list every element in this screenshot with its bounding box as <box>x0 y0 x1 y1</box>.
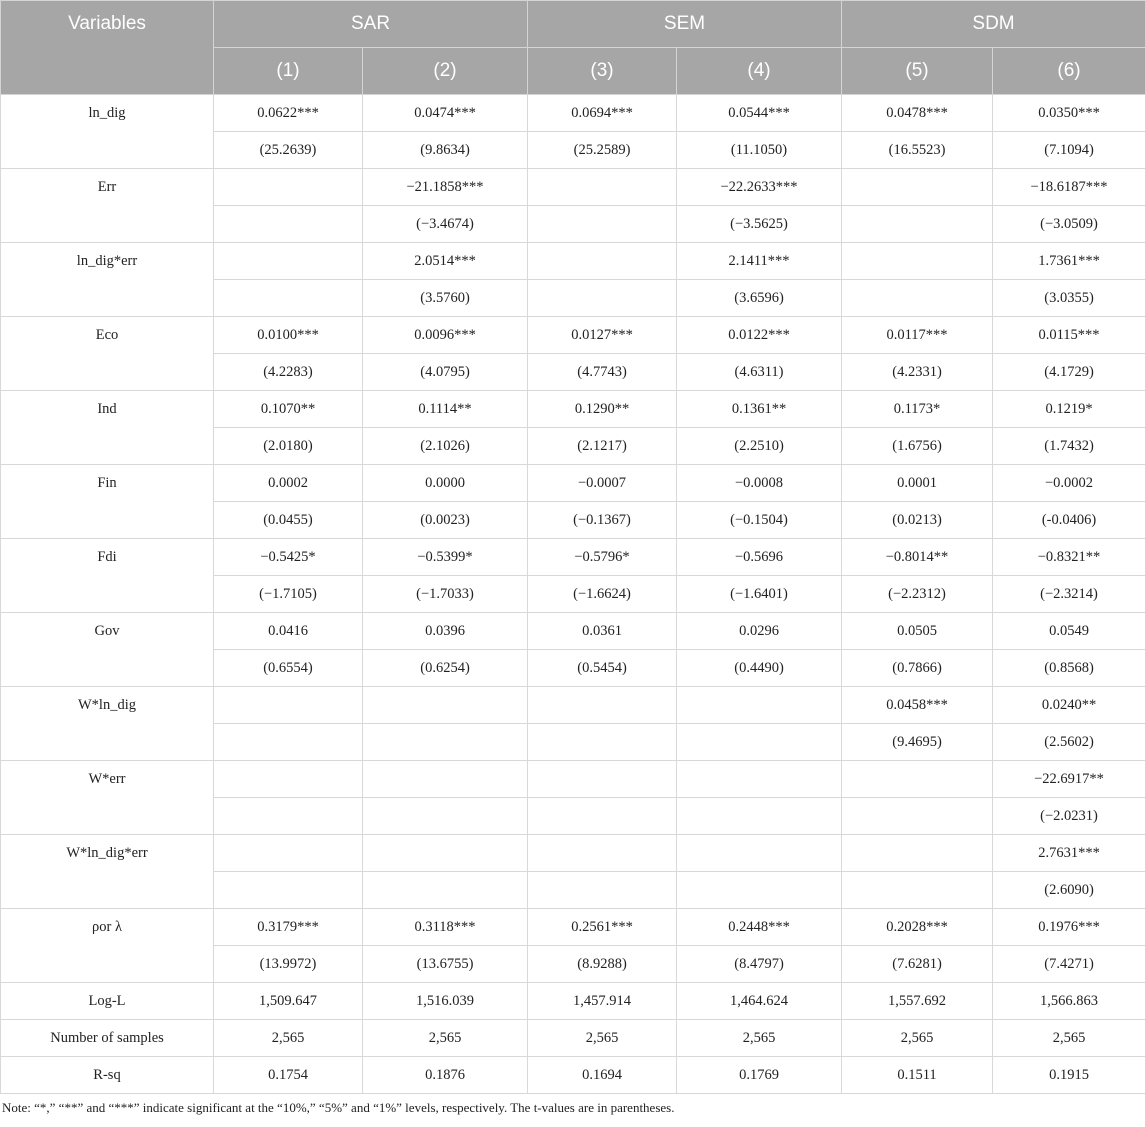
t-value-cell: (25.2639) <box>214 132 363 169</box>
column-header-5: (5) <box>842 48 993 95</box>
t-value-cell <box>528 872 677 909</box>
coefficient-cell <box>677 835 842 872</box>
coefficient-cell: 0.1290** <box>528 391 677 428</box>
t-value-cell: (3.6596) <box>677 280 842 317</box>
t-value-cell <box>214 206 363 243</box>
coefficient-cell <box>363 761 528 798</box>
coefficient-cell <box>842 169 993 206</box>
statistic-value: 1,509.647 <box>214 983 363 1020</box>
variable-name: ρor λ <box>1 909 214 983</box>
group-header-sem: SEM <box>528 1 842 48</box>
coefficient-cell: 2.7631*** <box>993 835 1145 872</box>
coefficient-cell: 0.3179*** <box>214 909 363 946</box>
statistic-value: 0.1876 <box>363 1057 528 1094</box>
t-value-cell: (−2.3214) <box>993 576 1145 613</box>
t-value-cell <box>842 872 993 909</box>
coefficient-cell: 0.0100*** <box>214 317 363 354</box>
t-value-cell: (9.8634) <box>363 132 528 169</box>
t-value-cell: (1.6756) <box>842 428 993 465</box>
t-value-cell <box>528 798 677 835</box>
variable-name: Err <box>1 169 214 243</box>
table-row-stat <box>1 1057 1145 1094</box>
statistic-name: R-sq <box>1 1057 214 1094</box>
statistic-value: 0.1915 <box>993 1057 1145 1094</box>
group-header-sdm: SDM <box>842 1 1145 48</box>
t-value-cell: (13.6755) <box>363 946 528 983</box>
table-row-coef <box>1 317 1145 354</box>
coefficient-cell: 0.0694*** <box>528 95 677 132</box>
t-value-cell: (4.0795) <box>363 354 528 391</box>
coefficient-cell: 0.0474*** <box>363 95 528 132</box>
t-value-cell: (−1.6624) <box>528 576 677 613</box>
coefficient-cell: 0.0115*** <box>993 317 1145 354</box>
coefficient-cell: −0.8014** <box>842 539 993 576</box>
t-value-cell: (2.2510) <box>677 428 842 465</box>
coefficient-cell: 0.1976*** <box>993 909 1145 946</box>
t-value-cell: (4.7743) <box>528 354 677 391</box>
coefficient-cell <box>528 169 677 206</box>
coefficient-cell: −0.0002 <box>993 465 1145 502</box>
coefficient-cell: −18.6187*** <box>993 169 1145 206</box>
coefficient-cell: 0.0240** <box>993 687 1145 724</box>
coefficient-cell: −0.8321** <box>993 539 1145 576</box>
t-value-cell <box>677 724 842 761</box>
coefficient-cell: −0.5696 <box>677 539 842 576</box>
table-row-coef <box>1 539 1145 576</box>
coefficient-cell <box>214 687 363 724</box>
coefficient-cell: 0.0296 <box>677 613 842 650</box>
table-row-coef <box>1 613 1145 650</box>
t-value-cell: (0.6254) <box>363 650 528 687</box>
t-value-cell: (1.7432) <box>993 428 1145 465</box>
coefficient-cell: 0.0416 <box>214 613 363 650</box>
statistic-value: 2,565 <box>363 1020 528 1057</box>
t-value-cell: (4.2331) <box>842 354 993 391</box>
coefficient-cell: 0.0361 <box>528 613 677 650</box>
coefficient-cell <box>214 169 363 206</box>
column-header-6: (6) <box>993 48 1145 95</box>
coefficient-cell: 2.0514*** <box>363 243 528 280</box>
coefficient-cell: 0.1173* <box>842 391 993 428</box>
variable-name: W*err <box>1 761 214 835</box>
coefficient-cell: 0.0096*** <box>363 317 528 354</box>
variables-header: Variables <box>1 1 214 95</box>
variable-name: Ind <box>1 391 214 465</box>
t-value-cell: (2.5602) <box>993 724 1145 761</box>
t-value-cell: (2.6090) <box>993 872 1145 909</box>
t-value-cell: (11.1050) <box>677 132 842 169</box>
table-row-coef <box>1 835 1145 872</box>
t-value-cell <box>528 280 677 317</box>
coefficient-cell <box>677 761 842 798</box>
coefficient-cell <box>528 835 677 872</box>
coefficient-cell: 0.3118*** <box>363 909 528 946</box>
statistic-name: Log-L <box>1 983 214 1020</box>
coefficient-cell: 0.1361** <box>677 391 842 428</box>
t-value-cell: (2.0180) <box>214 428 363 465</box>
t-value-cell: (0.4490) <box>677 650 842 687</box>
coefficient-cell: 0.1219* <box>993 391 1145 428</box>
column-header-4: (4) <box>677 48 842 95</box>
column-header-3: (3) <box>528 48 677 95</box>
coefficient-cell: 0.2028*** <box>842 909 993 946</box>
statistic-value: 2,565 <box>528 1020 677 1057</box>
t-value-cell: (8.4797) <box>677 946 842 983</box>
t-value-cell: (4.1729) <box>993 354 1145 391</box>
t-value-cell: (−3.4674) <box>363 206 528 243</box>
coefficient-cell <box>842 243 993 280</box>
t-value-cell: (−0.1367) <box>528 502 677 539</box>
table-row-coef <box>1 761 1145 798</box>
variable-name: Gov <box>1 613 214 687</box>
variable-name: ln_dig*err <box>1 243 214 317</box>
t-value-cell: (−0.1504) <box>677 502 842 539</box>
t-value-cell: (−3.0509) <box>993 206 1145 243</box>
statistic-value: 0.1511 <box>842 1057 993 1094</box>
coefficient-cell <box>842 761 993 798</box>
variable-name: W*ln_dig <box>1 687 214 761</box>
coefficient-cell: 0.0122*** <box>677 317 842 354</box>
t-value-cell: (4.6311) <box>677 354 842 391</box>
t-value-cell: (0.7866) <box>842 650 993 687</box>
coefficient-cell: 0.0002 <box>214 465 363 502</box>
coefficient-cell <box>528 761 677 798</box>
t-value-cell: (-0.0406) <box>993 502 1145 539</box>
t-value-cell <box>677 798 842 835</box>
coefficient-cell <box>214 835 363 872</box>
t-value-cell: (−2.0231) <box>993 798 1145 835</box>
t-value-cell <box>363 798 528 835</box>
t-value-cell: (13.9972) <box>214 946 363 983</box>
coefficient-cell: 0.0505 <box>842 613 993 650</box>
t-value-cell: (8.9288) <box>528 946 677 983</box>
t-value-cell <box>214 872 363 909</box>
statistic-value: 2,565 <box>993 1020 1145 1057</box>
t-value-cell: (4.2283) <box>214 354 363 391</box>
coefficient-cell: 0.0544*** <box>677 95 842 132</box>
coefficient-cell: −21.1858*** <box>363 169 528 206</box>
statistic-value: 1,566.863 <box>993 983 1145 1020</box>
coefficient-cell <box>528 243 677 280</box>
table-row-coef <box>1 465 1145 502</box>
coefficient-cell: −22.6917** <box>993 761 1145 798</box>
variable-name: Fin <box>1 465 214 539</box>
table-row-stat <box>1 983 1145 1020</box>
coefficient-cell <box>528 687 677 724</box>
coefficient-cell: 0.0622*** <box>214 95 363 132</box>
coefficient-cell: −0.0008 <box>677 465 842 502</box>
t-value-cell: (25.2589) <box>528 132 677 169</box>
coefficient-cell: 0.0350*** <box>993 95 1145 132</box>
t-value-cell: (7.4271) <box>993 946 1145 983</box>
statistic-value: 1,516.039 <box>363 983 528 1020</box>
t-value-cell: (0.0213) <box>842 502 993 539</box>
coefficient-cell: −0.0007 <box>528 465 677 502</box>
coefficient-cell: 0.0478*** <box>842 95 993 132</box>
statistic-value: 2,565 <box>214 1020 363 1057</box>
t-value-cell: (0.8568) <box>993 650 1145 687</box>
t-value-cell: (−1.7033) <box>363 576 528 613</box>
group-header-sar: SAR <box>214 1 528 48</box>
statistic-name: Number of samples <box>1 1020 214 1057</box>
t-value-cell: (0.6554) <box>214 650 363 687</box>
coefficient-cell <box>842 835 993 872</box>
t-value-cell: (−2.2312) <box>842 576 993 613</box>
t-value-cell <box>214 280 363 317</box>
t-value-cell: (−1.7105) <box>214 576 363 613</box>
statistic-value: 1,557.692 <box>842 983 993 1020</box>
t-value-cell: (0.0023) <box>363 502 528 539</box>
t-value-cell: (3.5760) <box>363 280 528 317</box>
t-value-cell: (−3.5625) <box>677 206 842 243</box>
t-value-cell: (7.6281) <box>842 946 993 983</box>
coefficient-cell: 0.0396 <box>363 613 528 650</box>
statistic-value: 0.1694 <box>528 1057 677 1094</box>
coefficient-cell <box>677 687 842 724</box>
table-row-coef <box>1 391 1145 428</box>
table-row-coef <box>1 687 1145 724</box>
table-body <box>1 95 1145 1094</box>
t-value-cell: (7.1094) <box>993 132 1145 169</box>
coefficient-cell: 0.1114** <box>363 391 528 428</box>
table-row-coef <box>1 909 1145 946</box>
t-value-cell <box>528 206 677 243</box>
coefficient-cell: 0.2561*** <box>528 909 677 946</box>
coefficient-cell: 0.0117*** <box>842 317 993 354</box>
statistic-value: 2,565 <box>842 1020 993 1057</box>
coefficient-cell: 0.0127*** <box>528 317 677 354</box>
table-row-coef <box>1 243 1145 280</box>
t-value-cell <box>214 724 363 761</box>
t-value-cell <box>842 280 993 317</box>
coefficient-cell: 0.1070** <box>214 391 363 428</box>
coefficient-cell <box>214 761 363 798</box>
statistic-value: 0.1754 <box>214 1057 363 1094</box>
coefficient-cell: 0.2448*** <box>677 909 842 946</box>
t-value-cell <box>363 872 528 909</box>
coefficient-cell <box>363 835 528 872</box>
coefficient-cell: 0.0000 <box>363 465 528 502</box>
statistic-value: 1,464.624 <box>677 983 842 1020</box>
t-value-cell: (3.0355) <box>993 280 1145 317</box>
column-header-2: (2) <box>363 48 528 95</box>
t-value-cell: (−1.6401) <box>677 576 842 613</box>
variable-name: Eco <box>1 317 214 391</box>
t-value-cell <box>842 798 993 835</box>
table-note: Note: “*,” “**” and “***” indicate significant at the “10%,” “5%” and “1%” levels, respectively. The t-values are in parentheses. <box>2 1100 675 1115</box>
t-value-cell: (0.0455) <box>214 502 363 539</box>
coefficient-cell: 0.0001 <box>842 465 993 502</box>
t-value-cell <box>677 872 842 909</box>
coefficient-cell: 0.0458*** <box>842 687 993 724</box>
coefficient-cell: −0.5399* <box>363 539 528 576</box>
t-value-cell <box>214 798 363 835</box>
t-value-cell: (16.5523) <box>842 132 993 169</box>
variable-name: W*ln_dig*err <box>1 835 214 909</box>
table-row-stat <box>1 1020 1145 1057</box>
t-value-cell: (2.1026) <box>363 428 528 465</box>
coefficient-cell: −0.5425* <box>214 539 363 576</box>
t-value-cell: (0.5454) <box>528 650 677 687</box>
variable-name: Fdi <box>1 539 214 613</box>
table-row-coef <box>1 95 1145 132</box>
coefficient-cell <box>363 687 528 724</box>
t-value-cell <box>363 724 528 761</box>
coefficient-cell: 1.7361*** <box>993 243 1145 280</box>
t-value-cell <box>842 206 993 243</box>
coefficient-cell: −22.2633*** <box>677 169 842 206</box>
coefficient-cell: −0.5796* <box>528 539 677 576</box>
t-value-cell: (9.4695) <box>842 724 993 761</box>
statistic-value: 0.1769 <box>677 1057 842 1094</box>
column-header-1: (1) <box>214 48 363 95</box>
variable-name: ln_dig <box>1 95 214 169</box>
statistic-value: 1,457.914 <box>528 983 677 1020</box>
table-row-coef <box>1 169 1145 206</box>
t-value-cell <box>528 724 677 761</box>
coefficient-cell: 2.1411*** <box>677 243 842 280</box>
coefficient-cell: 0.0549 <box>993 613 1145 650</box>
coefficient-cell <box>214 243 363 280</box>
t-value-cell: (2.1217) <box>528 428 677 465</box>
statistic-value: 2,565 <box>677 1020 842 1057</box>
